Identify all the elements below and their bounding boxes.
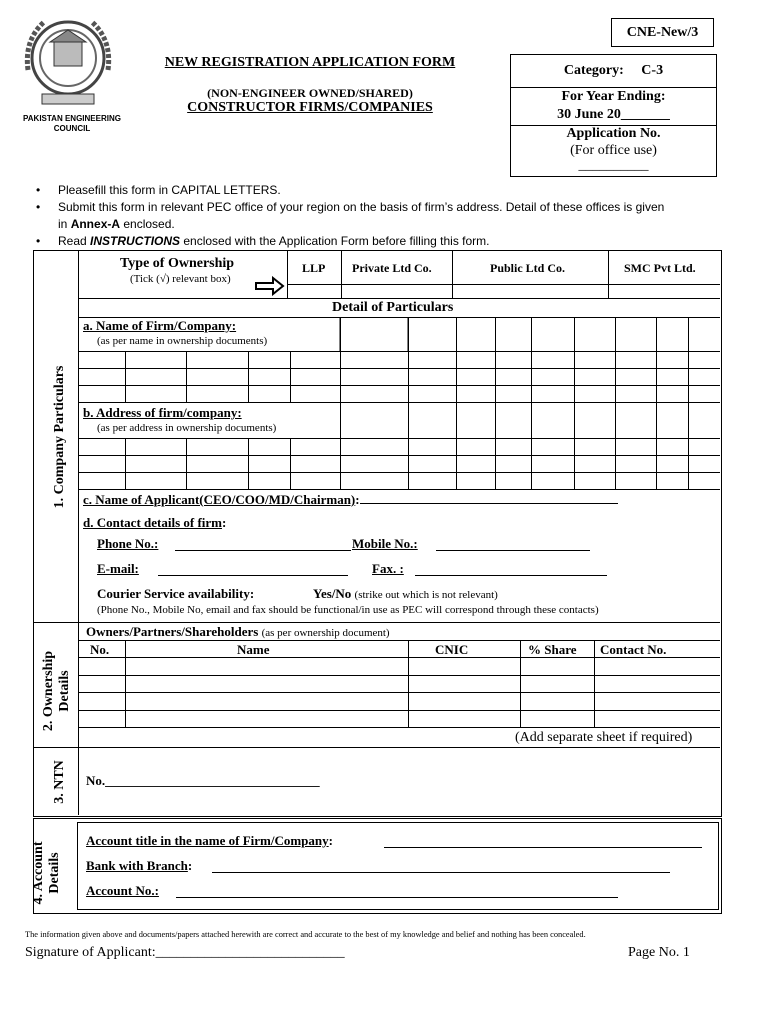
option-llp: LLP	[302, 261, 326, 275]
tick-box-llp[interactable]	[288, 285, 341, 298]
account-no-label: Account No.:	[86, 883, 159, 898]
instruction-item-continued: in Annex-A enclosed.	[58, 217, 175, 231]
firm-address-grid[interactable]	[78, 403, 720, 490]
account-title-field[interactable]	[384, 833, 702, 848]
ownership-type-title: Type of Ownership	[120, 256, 235, 271]
phone-label: Phone No.:	[97, 536, 159, 551]
firm-address-label: b. Address of firm/company:	[83, 405, 242, 420]
tick-box-public-ltd[interactable]	[453, 285, 608, 298]
form-title: NEW REGISTRATION APPLICATION FORM	[164, 55, 456, 70]
instruction-item: • Read INSTRUCTIONS enclosed with the Application Form before filling this form.	[36, 233, 736, 250]
account-no-field[interactable]	[176, 883, 618, 898]
fax-label: Fax. :	[372, 561, 404, 576]
owners-note: (Add separate sheet if required)	[515, 730, 693, 745]
owners-col-no: No.	[90, 642, 110, 657]
owners-col-cnic: CNIC	[435, 642, 469, 657]
signature-field[interactable]: Signature of Applicant:___________________________	[25, 945, 345, 960]
mobile-label: Mobile No.:	[352, 536, 418, 551]
year-value: 30 June 20_______	[557, 107, 670, 122]
section-company-particulars-label: 1. Company Particulars	[52, 365, 67, 509]
applicant-name-label: c. Name of Applicant(CEO/COO/MD/Chairman):	[83, 491, 618, 508]
section-account-label: 4. Account Details	[31, 841, 62, 905]
form-code: CNE-New/3	[611, 18, 714, 47]
contact-details-label: d. Contact details of firm:	[83, 515, 227, 530]
tick-box-private-ltd[interactable]	[342, 285, 452, 298]
firm-address-hint: (as per address in ownership documents)	[97, 422, 277, 434]
pec-logo	[20, 10, 116, 114]
category-box	[510, 54, 717, 177]
owners-title: Owners/Partners/Shareholders (as per ownership document)	[86, 624, 390, 639]
instruction-item: • Submit this form in relevant PEC office of your region on the basis of firm’s address. Detail of these offices is given	[36, 199, 736, 216]
firm-name-grid[interactable]	[78, 317, 720, 403]
courier-label: Courier Service availability:	[97, 586, 255, 601]
detail-particulars-title: Detail of Particulars	[332, 300, 454, 315]
bank-branch-label: Bank with Branch:	[86, 858, 193, 873]
application-no-label: Application No.	[566, 126, 661, 141]
firm-name-label: a. Name of Firm/Company:	[83, 318, 237, 333]
phone-field[interactable]	[175, 536, 351, 551]
email-label: E-mail:	[97, 561, 139, 576]
firm-name-hint: (as per name in ownership documents)	[97, 335, 268, 347]
option-smc-pvt: SMC Pvt Ltd.	[624, 261, 696, 275]
section-ntn-label: 3. NTN	[52, 760, 67, 804]
page-number: Page No. 1	[628, 945, 690, 960]
category-label: Category:	[563, 63, 624, 78]
ntn-field[interactable]: No._________________________________	[86, 773, 320, 788]
form-subtitle-1: (NON-ENGINEER OWNED/SHARED)	[207, 86, 413, 100]
mobile-field[interactable]	[436, 536, 590, 551]
tick-box-smc-pvt[interactable]	[609, 285, 720, 298]
instruction-item: • Pleasefill this form in CAPITAL LETTERS.	[36, 182, 736, 199]
year-label: For Year Ending:	[561, 89, 666, 104]
section-ownership-label: 2. Ownership Details	[41, 650, 72, 732]
office-use-blank: __________	[578, 158, 649, 173]
form-subtitle-2: CONSTRUCTOR FIRMS/COMPANIES	[187, 100, 433, 115]
option-public-ltd: Public Ltd Co.	[490, 261, 566, 275]
category-value: C-3	[641, 63, 664, 78]
contacts-note: (Phone No., Mobile No, email and fax should be functional/in use as PEC will correspond through these contacts)	[97, 604, 599, 616]
council-name: PAKISTAN ENGINEERING COUNCIL	[23, 114, 121, 133]
fax-field[interactable]	[415, 561, 607, 576]
email-field[interactable]	[158, 561, 348, 576]
applicant-name-field[interactable]	[412, 491, 672, 507]
ownership-type-hint: (Tick (√) relevant box)	[130, 273, 231, 285]
bank-branch-field[interactable]	[212, 858, 670, 873]
owners-col-share: % Share	[528, 642, 577, 657]
owners-col-contact: Contact No.	[600, 642, 667, 657]
courier-option[interactable]: Yes/No (strike out which is not relevant)	[313, 586, 498, 601]
declaration-text: The information given above and documents/papers attached herewith are correct and accurate to the best of my knowledge and belief and nothing has been concealed.	[25, 930, 586, 939]
account-title-label: Account title in the name of Firm/Company:	[86, 833, 333, 848]
owners-col-name: Name	[237, 642, 270, 657]
instructions-list	[36, 182, 736, 250]
office-use-label: (For office use)	[570, 143, 657, 158]
option-private-ltd: Private Ltd Co.	[352, 261, 432, 275]
